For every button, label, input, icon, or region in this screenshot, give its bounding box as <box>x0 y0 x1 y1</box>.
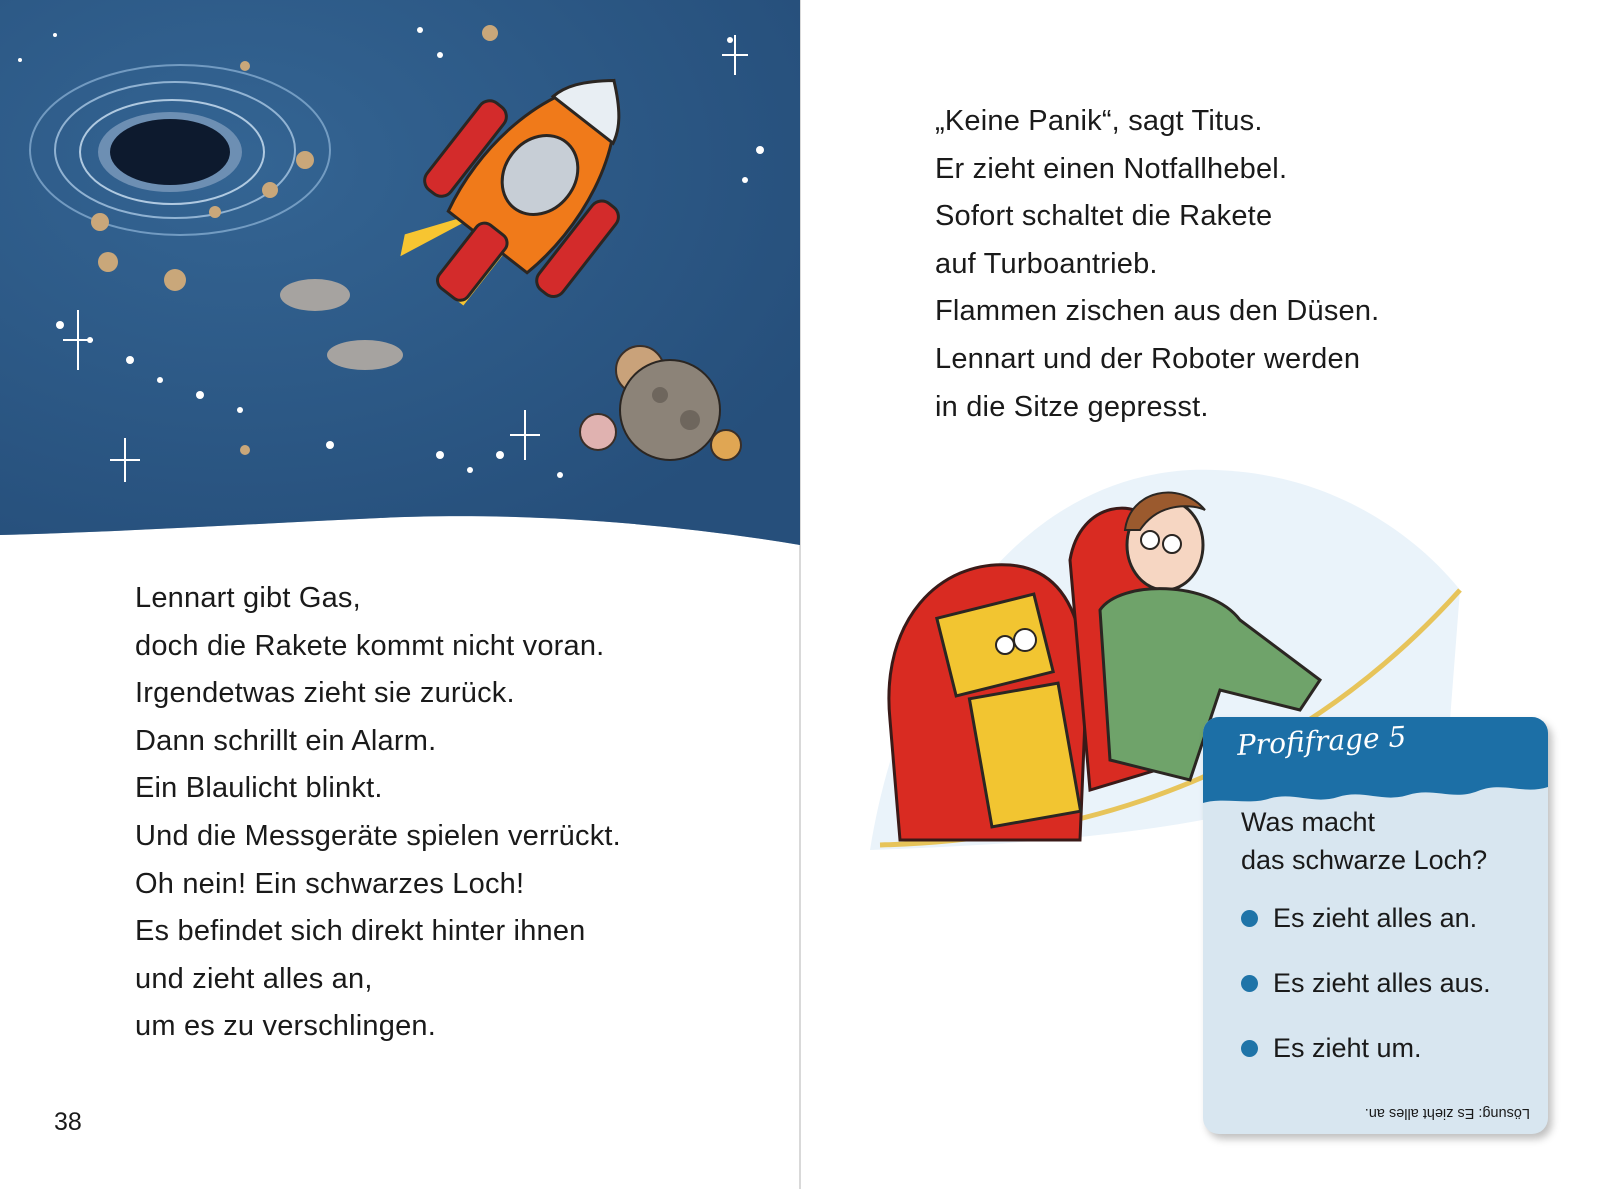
bullet-icon <box>1241 1040 1258 1057</box>
story-line: Ein Blaulicht blinkt. <box>135 772 383 805</box>
quiz-question <box>1241 803 1487 879</box>
story-line: Flammen zischen aus den Düsen. <box>935 295 1380 328</box>
quiz-header <box>1203 717 1548 809</box>
bullet-icon <box>1241 910 1258 927</box>
story-line: Dann schrillt ein Alarm. <box>135 724 437 757</box>
story-line: auf Turboantrieb. <box>935 247 1158 280</box>
quiz-options <box>1241 900 1491 1095</box>
question-line: Was macht <box>1241 807 1376 837</box>
story-line: Sofort schaltet die Rakete <box>935 200 1273 233</box>
quiz-option[interactable] <box>1241 900 1491 965</box>
story-line: Und die Messgeräte spielen verrückt. <box>135 819 621 852</box>
story-line: in die Sitze gepresst. <box>935 390 1209 423</box>
quiz-option[interactable] <box>1241 1030 1491 1095</box>
story-line: Irgendetwas zieht sie zurück. <box>135 677 515 710</box>
question-line: das schwarze Loch? <box>1241 845 1488 875</box>
space-illustration <box>0 0 800 560</box>
quiz-solution-upside-down: Lösung: Es zieht alles an. <box>1364 1105 1530 1121</box>
quiz-option-label: Es zieht alles aus. <box>1273 968 1491 998</box>
quiz-option[interactable] <box>1241 965 1491 1030</box>
story-line: doch die Rakete kommt nicht voran. <box>135 629 605 662</box>
story-line: um es zu verschlingen. <box>135 1010 436 1043</box>
quiz-card <box>1203 717 1548 1134</box>
bullet-icon <box>1241 975 1258 992</box>
story-line: Es befindet sich direkt hinter ihnen <box>135 915 586 948</box>
left-story-text <box>135 575 621 1051</box>
quiz-option-label: Es zieht um. <box>1273 1033 1422 1063</box>
story-line: „Keine Panik“, sagt Titus. <box>935 105 1263 137</box>
story-line: und zieht alles an, <box>135 962 373 995</box>
quiz-option-label: Es zieht alles an. <box>1273 903 1478 933</box>
story-line: Er zieht einen Notfallhebel. <box>935 152 1288 185</box>
page-number: 38 <box>54 1108 82 1136</box>
quiz-title: Profifrage 5 <box>1236 720 1408 762</box>
right-story-text <box>935 98 1379 431</box>
story-line: Lennart und der Roboter werden <box>935 342 1361 375</box>
story-line: Oh nein! Ein schwarzes Loch! <box>135 867 525 900</box>
story-line: Lennart gibt Gas, <box>135 582 361 614</box>
